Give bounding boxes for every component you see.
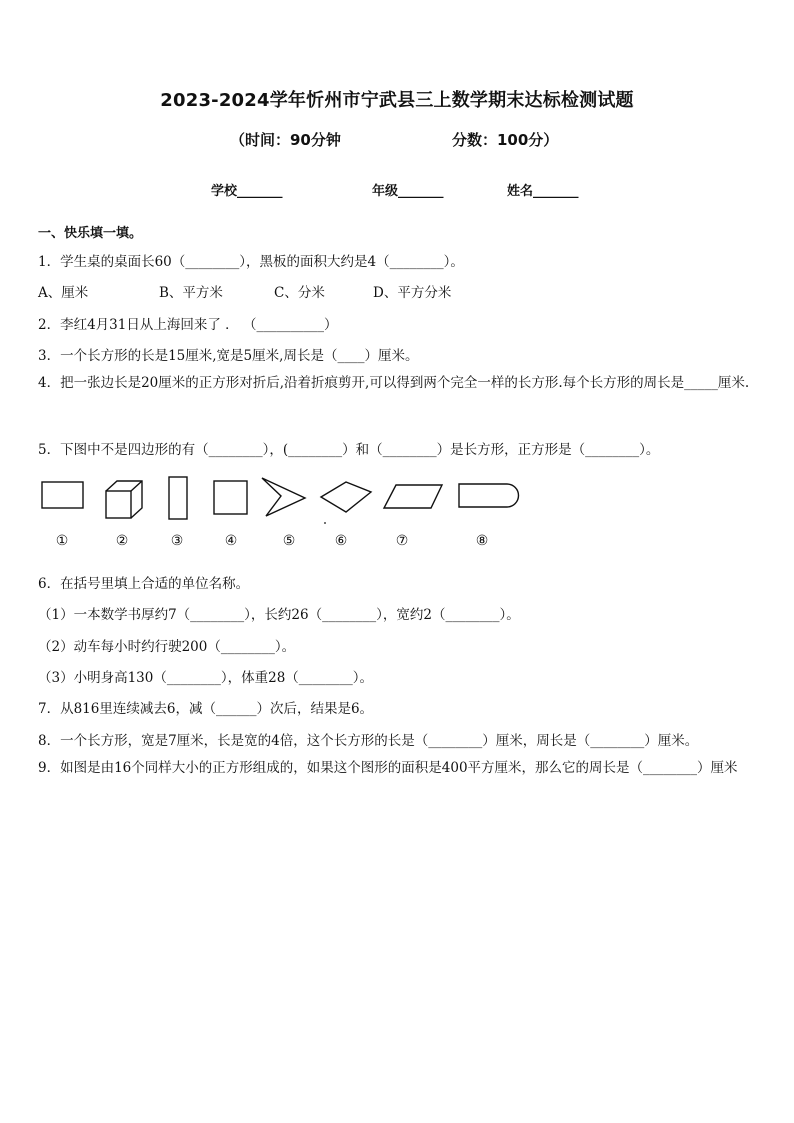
shape-2-cube	[106, 481, 142, 518]
question-6-part-3: （3）小明身高130（________），体重28（________）。	[38, 670, 374, 686]
shape-3-tall-rectangle	[169, 477, 187, 519]
question-1: 1．学生桌的桌面长60（________），黑板的面积大约是4（________）。	[38, 254, 464, 270]
question-4: 4．把一张边长是20厘米的正方形对折后,沿着折痕剪开,可以得到两个完全一样的长方形.每个长方形的周长是_____厘米.	[38, 375, 750, 391]
name-field: 姓名_______	[507, 184, 579, 199]
option-d: D、平方分米	[373, 285, 452, 301]
shape-label-4: ④	[224, 533, 238, 549]
shape-label-2: ②	[115, 533, 129, 549]
shape-4-square	[214, 481, 247, 514]
option-c: C、分米	[274, 285, 325, 301]
shapes-figure	[0, 470, 794, 530]
question-6: 6．在括号里填上合适的单位名称。	[38, 576, 250, 592]
option-a: A、厘米	[38, 285, 89, 301]
question-6-part-1: （1）一本数学书厚约7（________），长约26（________），宽约2（________）。	[38, 607, 520, 623]
exam-score: 分数：100分）	[452, 131, 559, 149]
shape-label-3: ③	[170, 533, 184, 549]
exam-time: （时间：90分钟	[230, 131, 341, 149]
shape-label-8: ⑧	[475, 533, 489, 549]
question-7: 7．从816里连续减去6，减（______）次后，结果是6。	[38, 701, 374, 717]
shape-label-6: ⑥	[334, 533, 348, 549]
shape-6-kite	[321, 482, 371, 512]
question-6-part-2: （2）动车每小时约行驶200（________）。	[38, 639, 296, 655]
question-9: 9．如图是由16个同样大小的正方形组成的，如果这个图形的面积是400平方厘米，那么它的周长是（________）厘米	[38, 760, 738, 776]
shape-5-arrowhead	[262, 478, 305, 516]
option-b: B、平方米	[159, 285, 223, 301]
shape-label-7: ⑦	[395, 533, 409, 549]
shape-label-1: ①	[55, 533, 69, 549]
shape-8-rounded-shape	[459, 484, 518, 507]
school-field: 学校_______	[211, 184, 283, 199]
shape-1-rectangle	[42, 482, 83, 508]
grade-field: 年级_______	[372, 184, 444, 199]
question-8: 8．一个长方形，宽是7厘米，长是宽的4倍，这个长方形的长是（________）厘米，周长是（________）厘米。	[38, 733, 699, 749]
question-2: 2．李红4月31日从上海回来了 ． （__________）	[38, 317, 338, 333]
shape-7-parallelogram	[384, 485, 442, 508]
shape-label-5: ⑤	[282, 533, 296, 549]
question-5: 5．下图中不是四边形的有（________），(________）和（________）是长方形，正方形是（________）。	[38, 442, 660, 458]
page-title: 2023-2024学年忻州市宁武县三上数学期末达标检测试题	[160, 90, 634, 111]
question-3: 3．一个长方形的长是15厘米,宽是5厘米,周长是（____）厘米。	[38, 348, 419, 364]
section-heading: 一、快乐填一填。	[38, 226, 143, 241]
